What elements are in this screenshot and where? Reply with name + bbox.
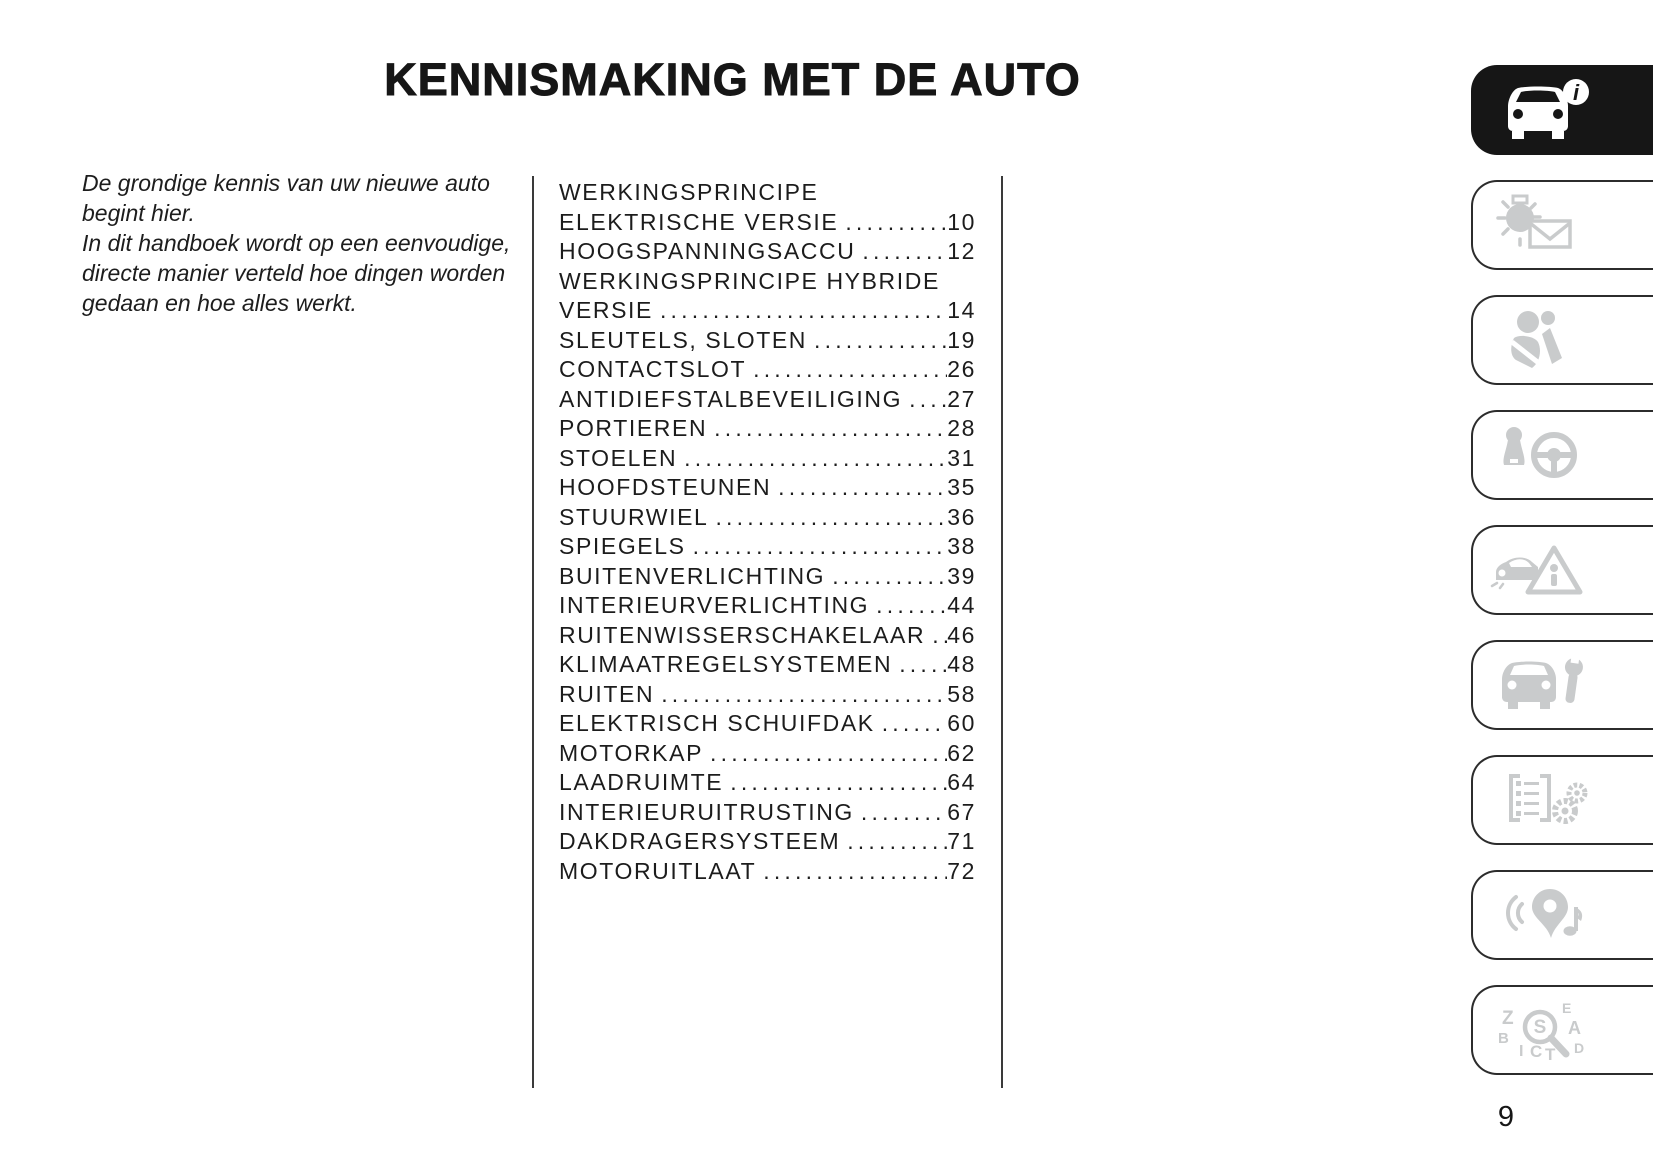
key-steering-wheel-icon xyxy=(1488,421,1592,489)
toc-entry-label: INTERIEURUITRUSTING xyxy=(559,798,854,825)
breakdown-warning-triangle-icon xyxy=(1488,536,1592,604)
toc-entry-page: 27 xyxy=(947,385,976,412)
toc-entry-page: 67 xyxy=(947,798,976,825)
toc-entry-label: ELEKTRISCH SCHUIFDAK xyxy=(559,710,875,736)
toc-entry-label: KLIMAATREGELSYSTEMEN xyxy=(559,651,893,677)
toc-entry-page: 12 xyxy=(947,238,976,264)
toc-entry-label: STUURWIEL xyxy=(559,503,709,530)
toc-dot-leader xyxy=(660,296,947,326)
toc-entry[interactable] xyxy=(559,857,976,887)
toc-entry-page: 64 xyxy=(947,769,976,795)
toc-dot-leader xyxy=(862,237,947,267)
sidebar-tab-maintenance[interactable] xyxy=(1471,640,1653,730)
toc-entry-label: CONTACTSLOT xyxy=(559,356,747,382)
svg-text:i: i xyxy=(1572,80,1580,105)
section-tab-bar xyxy=(1471,65,1653,1075)
car-info-icon xyxy=(1488,76,1592,144)
toc-entry[interactable] xyxy=(559,739,976,769)
toc-dot-leader xyxy=(778,473,947,503)
specifications-gears-icon xyxy=(1488,766,1592,834)
sidebar-tab-warning-lights-messages[interactable] xyxy=(1471,180,1653,270)
toc-entry[interactable] xyxy=(559,267,976,326)
page-title: KENNISMAKING MET DE AUTO xyxy=(384,54,1081,105)
toc-entry[interactable] xyxy=(559,591,976,621)
toc-entry-label: SPIEGELS xyxy=(559,533,686,559)
toc-entry-page: 48 xyxy=(947,651,976,677)
toc-entry-page: 72 xyxy=(947,857,976,884)
toc-entry[interactable] xyxy=(559,650,976,680)
alphabetical-index-icon xyxy=(1488,996,1592,1064)
svg-text:I: I xyxy=(1519,1043,1524,1060)
toc-entry-page: 28 xyxy=(947,415,976,441)
svg-text:D: D xyxy=(1574,1040,1585,1056)
toc-dot-leader xyxy=(684,444,947,474)
sidebar-tab-emergency[interactable] xyxy=(1471,525,1653,615)
sidebar-tab-multimedia[interactable] xyxy=(1471,870,1653,960)
intro-text xyxy=(82,168,534,318)
toc-dot-leader xyxy=(847,827,947,857)
table-of-contents xyxy=(532,176,1003,1088)
toc-dot-leader xyxy=(932,621,947,651)
toc-entry-label: BUITENVERLICHTING xyxy=(559,562,826,589)
sidebar-tab-starting-driving[interactable] xyxy=(1471,410,1653,500)
toc-entry[interactable] xyxy=(559,385,976,415)
toc-entry-page: 14 xyxy=(947,297,976,323)
toc-entry-label: STOELEN xyxy=(559,444,678,471)
toc-dot-leader xyxy=(715,503,947,533)
toc-entry-label: HOOFDSTEUNEN xyxy=(559,474,772,500)
toc-dot-leader xyxy=(909,385,947,415)
toc-entry[interactable] xyxy=(559,798,976,828)
toc-entry-page: 71 xyxy=(947,828,976,854)
sidebar-tab-technical-data[interactable] xyxy=(1471,755,1653,845)
toc-dot-leader xyxy=(876,591,947,621)
toc-entry-label: HOOGSPANNINGSACCU xyxy=(559,238,856,264)
toc-entry[interactable] xyxy=(559,355,976,385)
svg-text:B: B xyxy=(1498,1030,1509,1047)
toc-entry-label: ELEKTRISCHE VERSIE xyxy=(559,208,839,235)
svg-text:T: T xyxy=(1545,1045,1556,1064)
svg-text:A: A xyxy=(1568,1018,1581,1038)
toc-dot-leader xyxy=(861,798,947,828)
toc-entry-page: 38 xyxy=(947,533,976,559)
toc-entry[interactable] xyxy=(559,680,976,710)
toc-entry-page: 60 xyxy=(947,710,976,736)
toc-entry-page: 39 xyxy=(947,562,976,589)
toc-entry[interactable] xyxy=(559,503,976,533)
toc-entry-page: 58 xyxy=(947,680,976,707)
toc-entry[interactable] xyxy=(559,414,976,444)
multimedia-icon xyxy=(1488,881,1592,949)
toc-entry-label: MOTORKAP xyxy=(559,739,704,766)
toc-entry[interactable] xyxy=(559,178,976,237)
warning-light-message-icon xyxy=(1488,191,1592,259)
toc-dot-leader xyxy=(882,709,947,739)
toc-entry-label-overflow: WERKINGSPRINCIPE HYBRIDE xyxy=(559,267,940,294)
toc-entry-label: DAKDRAGERSYSTEEM xyxy=(559,828,841,854)
sidebar-tab-index[interactable] xyxy=(1471,985,1653,1075)
toc-entry-label: VERSIE xyxy=(559,297,653,323)
toc-dot-leader xyxy=(763,857,947,887)
toc-list xyxy=(559,178,976,886)
toc-entry[interactable] xyxy=(559,827,976,857)
svg-text:E: E xyxy=(1562,1000,1572,1016)
toc-entry-label: ANTIDIEFSTALBEVEILIGING xyxy=(559,385,903,412)
toc-entry[interactable] xyxy=(559,473,976,503)
toc-dot-leader xyxy=(814,326,947,356)
toc-entry-label: INTERIEURVERLICHTING xyxy=(559,592,870,618)
toc-entry[interactable] xyxy=(559,444,976,474)
toc-entry-label: LAADRUIMTE xyxy=(559,769,724,795)
toc-entry-label: PORTIEREN xyxy=(559,415,708,441)
toc-entry-page: 10 xyxy=(947,208,976,235)
page-number: 9 xyxy=(1497,1101,1515,1133)
toc-entry-page: 36 xyxy=(947,503,976,530)
toc-dot-leader xyxy=(710,739,947,769)
sidebar-tab-getting-to-know-car[interactable] xyxy=(1471,65,1653,155)
intro-paragraph-2: In dit handboek wordt op een eenvoudige, directe manier verteld hoe dingen worden gedaan en hoe alles werkt. xyxy=(82,230,511,316)
toc-dot-leader xyxy=(753,355,947,385)
toc-entry[interactable] xyxy=(559,237,976,267)
svg-text:S: S xyxy=(1533,1017,1547,1038)
toc-entry-page: 62 xyxy=(947,739,976,766)
sidebar-tab-safety[interactable] xyxy=(1471,295,1653,385)
toc-entry-page: 46 xyxy=(947,621,976,648)
toc-entry-page: 35 xyxy=(947,474,976,500)
occupant-safety-icon xyxy=(1488,306,1592,374)
intro-paragraph-1: De grondige kennis van uw nieuwe auto begint hier. xyxy=(82,170,490,226)
toc-dot-leader xyxy=(661,680,947,710)
toc-entry[interactable] xyxy=(559,709,976,739)
toc-dot-leader xyxy=(899,650,947,680)
toc-entry-page: 19 xyxy=(947,326,976,353)
toc-dot-leader xyxy=(832,562,947,592)
toc-dot-leader xyxy=(714,414,947,444)
toc-entry-label: MOTORUITLAAT xyxy=(559,857,757,884)
toc-entry[interactable] xyxy=(559,621,976,651)
toc-dot-leader xyxy=(845,208,947,238)
toc-entry[interactable] xyxy=(559,768,976,798)
toc-entry-page: 31 xyxy=(947,444,976,471)
svg-text:C: C xyxy=(1530,1042,1543,1061)
toc-entry[interactable] xyxy=(559,562,976,592)
toc-entry-label: RUITEN xyxy=(559,680,655,707)
toc-entry-page: 26 xyxy=(947,356,976,382)
svg-text:Z: Z xyxy=(1502,1008,1514,1029)
toc-entry-label-overflow: WERKINGSPRINCIPE xyxy=(559,179,819,205)
car-wrench-icon xyxy=(1488,651,1592,719)
toc-dot-leader xyxy=(693,532,948,562)
toc-entry[interactable] xyxy=(559,326,976,356)
toc-dot-leader xyxy=(730,768,947,798)
toc-entry[interactable] xyxy=(559,532,976,562)
toc-entry-label: RUITENWISSERSCHAKELAAR xyxy=(559,621,926,648)
toc-entry-label: SLEUTELS, SLOTEN xyxy=(559,326,808,353)
toc-entry-page: 44 xyxy=(947,592,976,618)
